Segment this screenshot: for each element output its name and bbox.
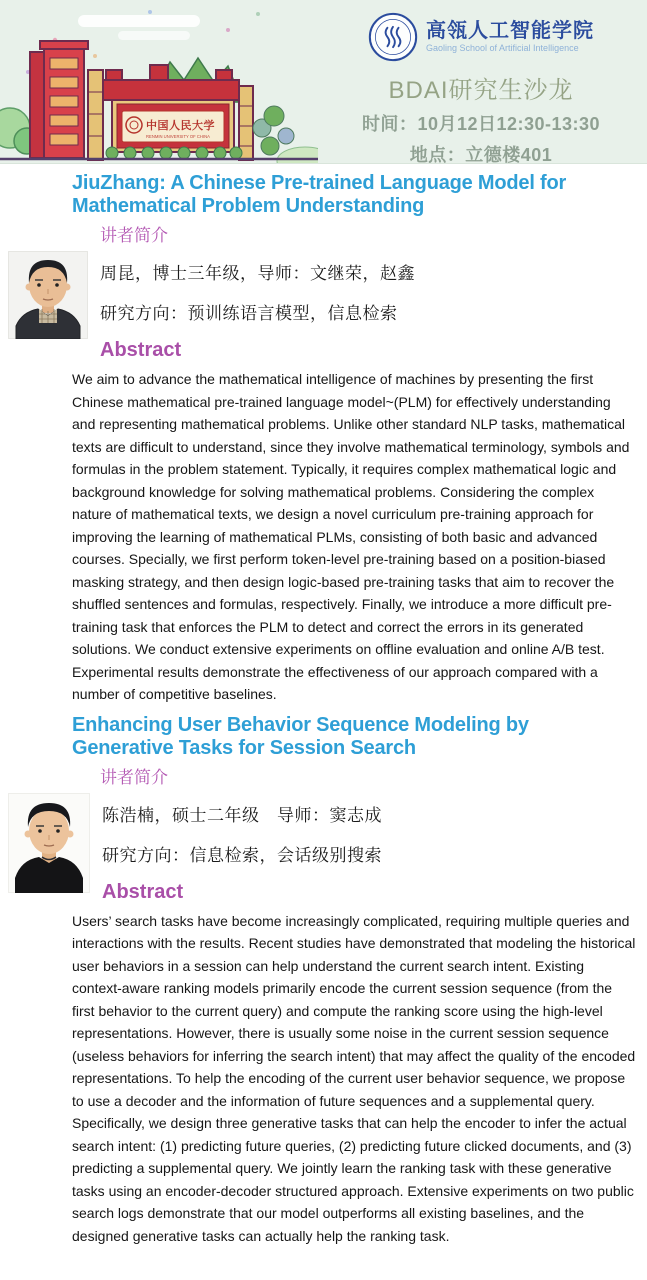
poster-header (0, 0, 647, 164)
gsai-logo-icon (368, 12, 418, 62)
abstract-label: Abstract (100, 339, 182, 361)
red-building (30, 41, 88, 158)
location-value: 立德楼401 (465, 145, 553, 164)
speaker-line: 研究方向：预训练语言模型，信息检索 (100, 304, 398, 323)
school-name-en: Gaoling School of Artificial Intelligence (426, 43, 579, 54)
time-value: 10月12日12:30-13:30 (417, 114, 601, 134)
right-trees (253, 106, 294, 155)
school-names (426, 20, 594, 54)
time-label: 时间： (361, 114, 418, 134)
university-sign (112, 100, 234, 152)
talk-section-1 (0, 172, 647, 706)
abstract-label: Abstract (102, 880, 184, 903)
school-name-cn: 高瓴人工智能学院 (426, 20, 594, 43)
campus-illustration (0, 0, 318, 163)
event-location (410, 141, 553, 164)
school-logo-row (368, 12, 594, 62)
speaker-photo (8, 251, 88, 339)
location-label: 地点： (409, 145, 466, 164)
speaker-line: 研究方向：信息检索，会话级别搜索 (102, 845, 382, 865)
gate-pillar-right (239, 86, 253, 160)
talk-title: JiuZhang: A Chinese Pre-trained Language Model for Mathematical Problem Understanding (72, 172, 567, 217)
event-time (362, 110, 600, 136)
cloud-shape (118, 31, 190, 40)
speaker-info (100, 251, 415, 362)
header-info (318, 12, 644, 164)
speaker-row (8, 251, 647, 362)
speaker-section-label: 讲者简介 (100, 767, 168, 787)
grass-mound (277, 147, 318, 163)
speaker-line: 周昆，博士三年级，导师：文继荣，赵鑫 (100, 264, 415, 283)
campus-sign-text: 中国人民大学 (146, 120, 215, 132)
speaker-info (102, 793, 382, 904)
abstract-text: Users’ search tasks have become increasingly complicated, requiring multiple queries and interactions with the results. Recent studies have demonstrated that modeling the historical user behaviors in a session can help understand the current search intent. Existing context-aware ranking models primarily encode the current session sequence (from the first behavior to the current query) and compute the ranking score using the high-level representations. However, there is usually some noise in the current session sequence (useless behaviors for inferring the search intent) that may affect the quality of the encoded representations. To help the encoding of the current user behavior sequence, we propose to use a decoder and the information of future sequences and a supplemental query. Specifically, we design three generative tasks that can help the encoder to infer the actual search intent: (1) predicting future queries, (2) predicting future clicked documents, and (3) predicting a supplemental query. We jointly learn the ranking task with these generative tasks using an encoder-decoder structured approach. Extensive experiments on two public search logs demonstrate that our model outperforms all existing baselines, and the designed generative tasks can actually help the ranking task. (72, 912, 636, 1244)
talk-title: Enhancing User Behavior Sequence Modeling by Generative Tasks for Session Search (72, 713, 529, 759)
speaker-line: 陈浩楠，硕士二年级 导师：窦志成 (102, 805, 382, 825)
talk-section-2 (0, 714, 647, 1248)
gate-pillar-left (88, 70, 103, 160)
event-name: BDAI研究生沙龙 (388, 77, 574, 104)
campus-sign-subtext: RENMIN UNIVERSITY OF CHINA (146, 134, 210, 139)
ruc-seal-icon (126, 117, 142, 133)
speaker-section-label: 讲者简介 (100, 226, 168, 245)
speaker-photo (8, 793, 90, 893)
cloud-shape (78, 15, 200, 27)
abstract-text: We aim to advance the mathematical intelligence of machines by presenting the first Chinese mathematical pre-trained language model~(PLM) for effectively understanding and representing mathematical problems. Unlike other standard NLP tasks, mathematical texts are difficult to understand, since they involve mathematical terminology, symbols and formulas in the problem statement. Typically, it requires complex mathematical logic and background knowledge for solving mathematical problems. Considering the complex nature of mathematical texts, we design a novel curriculum pre-training approach for improving the learning of mathematical PLMs, consisting of both basic and advanced courses. Specially, we first perform token-level pre-training based on a position-biased masking strategy, and then design logic-based pre-training tasks that aim to recover the shuffled sentences and formulas, respectively. Finally, we introduce a more difficult pre-training task that enforces the PLM to detect and correct the errors in its generated solutions. We conduct extensive experiments on offline evaluation and online A/B test. Experimental results demonstrate the effectiveness of our approach compared with a number of competitive baselines. (72, 371, 630, 702)
speaker-row (8, 793, 647, 904)
